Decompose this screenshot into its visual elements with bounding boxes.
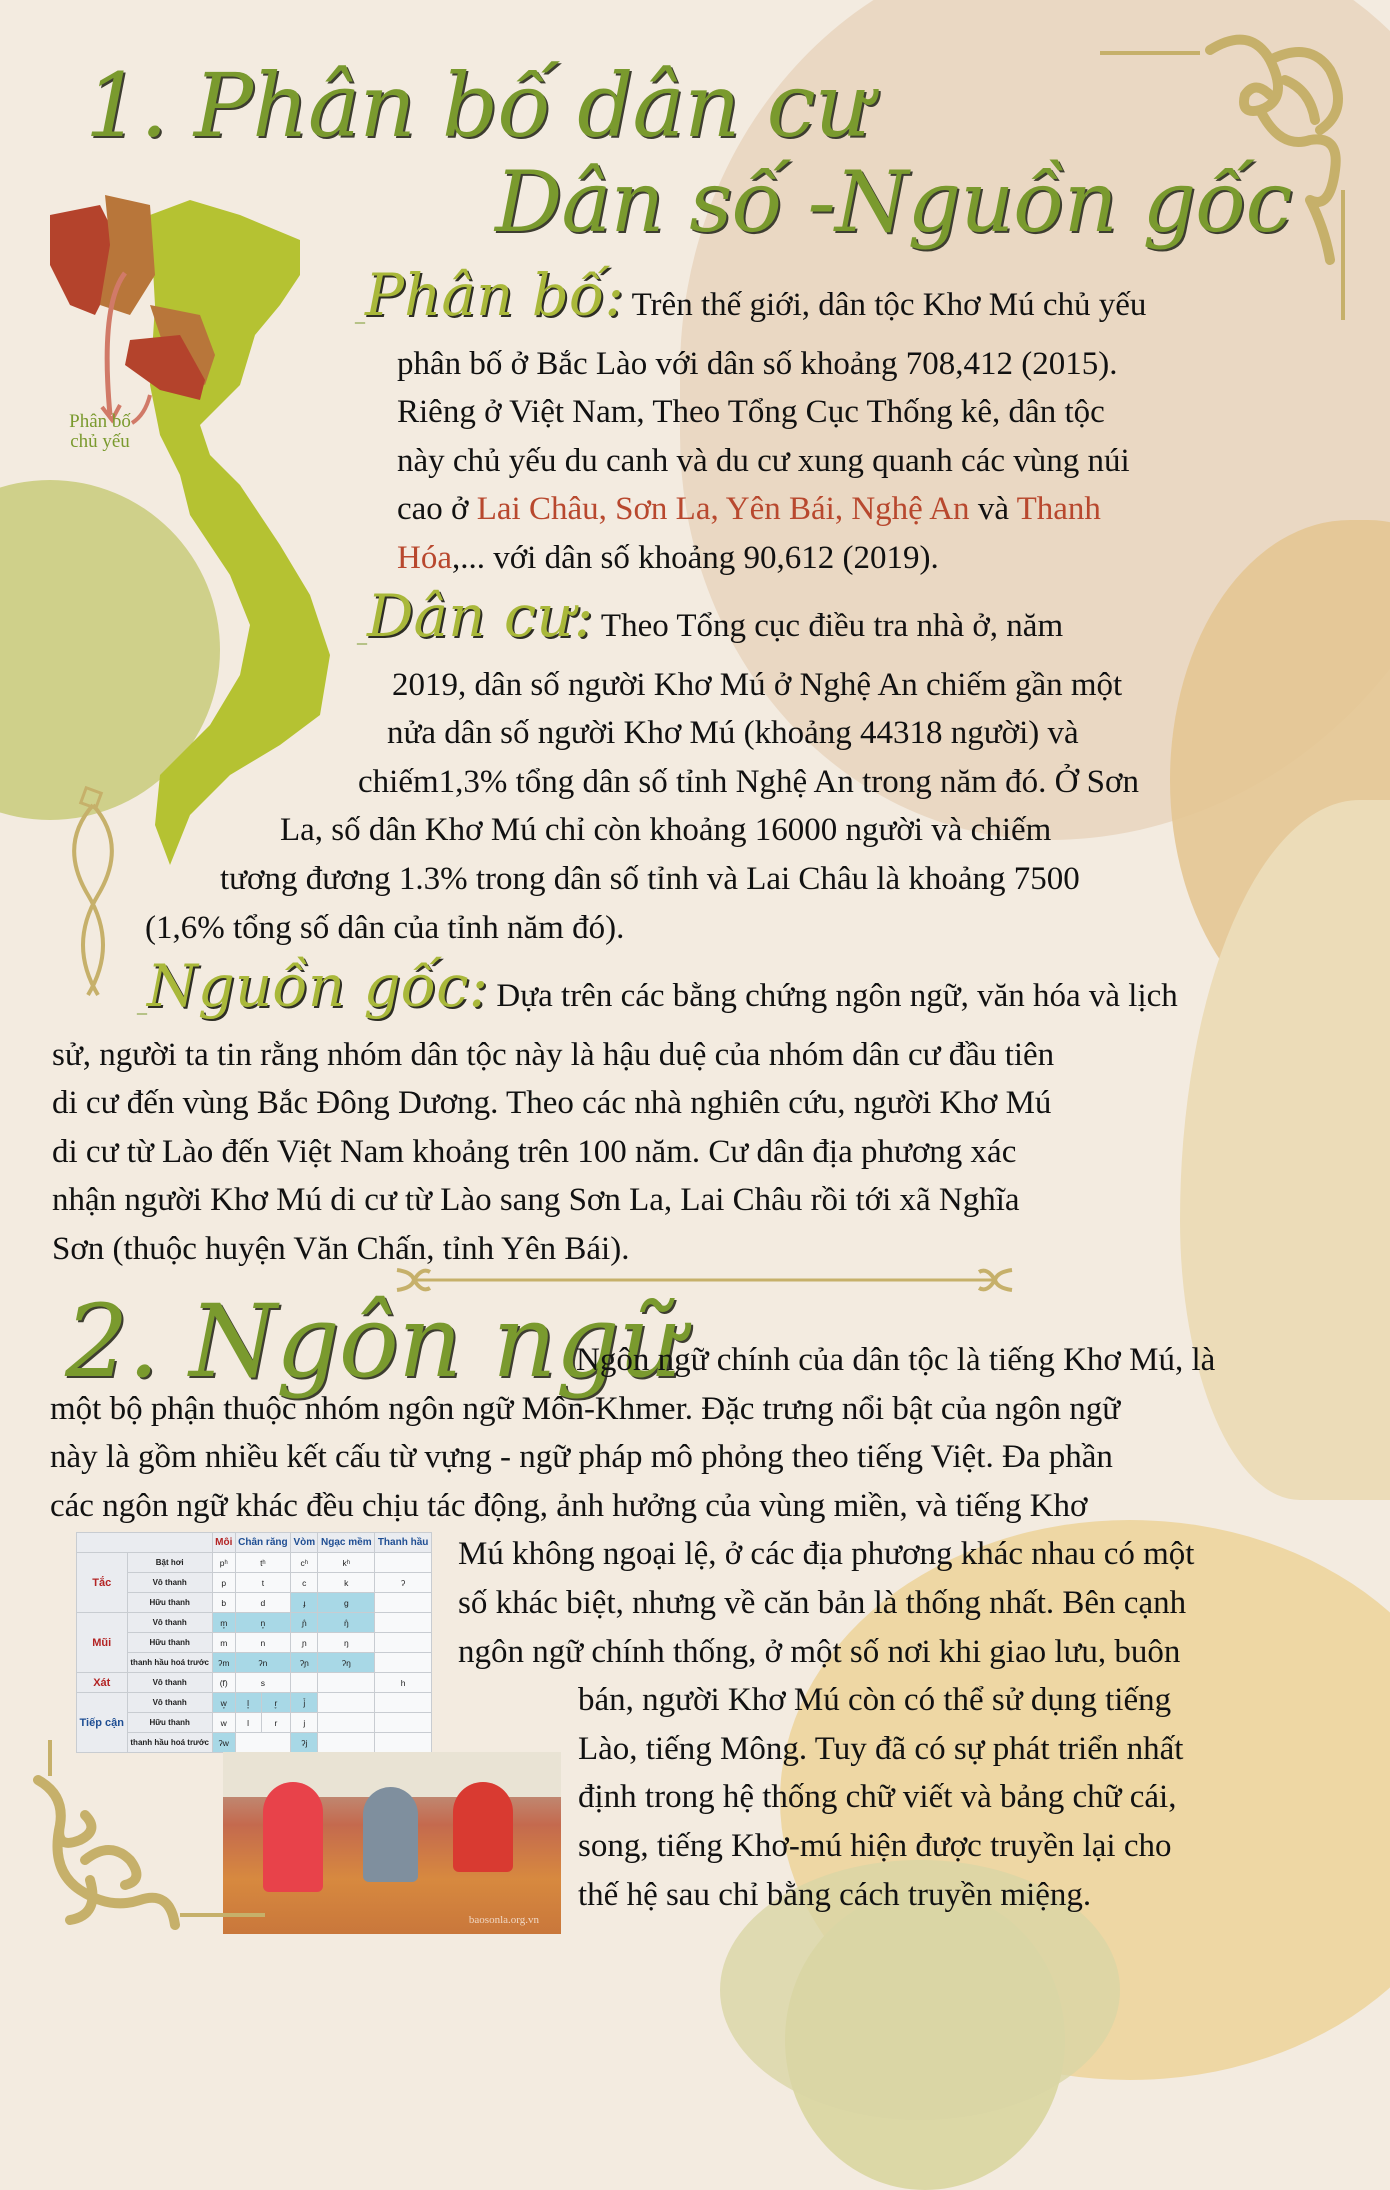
row-group-mui: Mũi [77, 1613, 128, 1673]
cell [375, 1553, 432, 1573]
section1-title-line1: 1. Phân bố dân cư [85, 54, 871, 157]
nguon-goc-line: di cư từ Lào đến Việt Nam khoảng trên 100 năm. Cư dân địa phương xác [52, 1133, 1017, 1170]
province-list: Lai Châu, Sơn La, Yên Bái, Nghệ An [476, 491, 970, 528]
cell: d [235, 1593, 291, 1613]
phoneme-table [76, 1532, 432, 1753]
dan-cu-line: nửa dân số người Khơ Mú (khoảng 44318 người) và [387, 715, 1079, 752]
cell [375, 1693, 432, 1713]
dan-cu-line: chiếm1,3% tổng dân số tỉnh Nghệ An trong năm đó. Ở Sơn [358, 763, 1139, 800]
ngon-ngu-line: ngôn ngữ chính thống, ở một số nơi khi giao lưu, buôn [458, 1633, 1181, 1670]
dan-cu-line: tương đương 1.3% trong dân số tỉnh và Lai Châu là khoảng 7500 [220, 860, 1080, 897]
cell [375, 1653, 432, 1673]
cell [318, 1673, 375, 1693]
cell [375, 1733, 432, 1753]
cell [375, 1593, 432, 1613]
phan-bo-line: Riêng ở Việt Nam, Theo Tổng Cục Thống kê, dân tộc [397, 394, 1105, 431]
col-header: Chân răng [235, 1533, 291, 1553]
cell: k [318, 1573, 375, 1593]
row-sub: thanh hầu hoá trước [127, 1733, 212, 1753]
phan-bo-paragraph [355, 261, 1147, 583]
nguon-goc-line: di cư đến vùng Bắc Đông Dương. Theo các nhà nghiên cứu, người Khơ Mú [52, 1085, 1052, 1122]
table-row [77, 1673, 432, 1693]
cell: b [212, 1593, 235, 1613]
cell [375, 1633, 432, 1653]
cell: ʔɲ [291, 1653, 318, 1673]
cell [291, 1673, 318, 1693]
table-row [77, 1593, 432, 1613]
cell: l̥ [235, 1693, 261, 1713]
cell: p [212, 1573, 235, 1593]
dan-cu-line: La, số dân Khơ Mú chỉ còn khoảng 16000 người và chiếm [280, 812, 1052, 849]
section1-title-line2: Dân số -Nguồn gốc [495, 153, 1292, 251]
row-group-xat: Xát [77, 1673, 128, 1693]
ngon-ngu-line: Mú không ngoại lệ, ở các địa phương khác nhau có một [458, 1536, 1195, 1573]
cell: j̊ [291, 1693, 318, 1713]
col-header: Vòm [291, 1533, 318, 1553]
ngon-ngu-line: Ngôn ngữ chính của dân tộc là tiếng Khơ Mú, là [576, 1342, 1216, 1378]
table-row [77, 1613, 432, 1633]
cell: c [291, 1573, 318, 1593]
cell: r̥ [261, 1693, 291, 1713]
table-corner [77, 1533, 213, 1553]
heading-dash: _ [137, 995, 147, 1017]
map-label-line2: chủ yếu [70, 431, 130, 452]
ngon-ngu-line: bán, người Khơ Mú còn có thể sử dụng tiếng [578, 1682, 1172, 1719]
cell: h [375, 1673, 432, 1693]
ngon-ngu-line: các ngôn ngữ khác đều chịu tác động, ảnh hưởng của vùng miền, và tiếng Khơ [50, 1487, 1088, 1524]
nguon-goc-line: sử, người ta tin rằng nhóm dân tộc này là hậu duệ của nhóm dân cư đầu tiên [52, 1036, 1055, 1073]
row-sub: Vô thanh [127, 1613, 212, 1633]
row-sub: Bật hơi [127, 1553, 212, 1573]
ngon-ngu-line: định trong hệ thống chữ viết và bảng chữ cái, [578, 1779, 1177, 1816]
ngon-ngu-line: Lào, tiếng Mông. Tuy đã có sự phát triển nhất [578, 1730, 1184, 1767]
cell: ʔŋ [318, 1653, 375, 1673]
cell: w [212, 1713, 235, 1733]
table-row [77, 1633, 432, 1653]
cell: j [291, 1713, 318, 1733]
cell: n [235, 1633, 291, 1653]
phan-bo-line: này chủ yếu du canh và du cư xung quanh các vùng núi [397, 442, 1130, 479]
cell: ʔn [235, 1653, 291, 1673]
cell: (f) [212, 1673, 235, 1693]
cell [375, 1613, 432, 1633]
cell: w̥ [212, 1693, 235, 1713]
ngon-ngu-line: này là gồm nhiều kết cấu từ vựng - ngữ pháp mô phỏng theo tiếng Việt. Đa phần [50, 1439, 1113, 1476]
cell: ɲ [291, 1633, 318, 1653]
nguon-goc-line: nhận người Khơ Mú di cư từ Lào sang Sơn La, Lai Châu rồi tới xã Nghĩa [52, 1182, 1020, 1219]
cell: r [261, 1713, 291, 1733]
phan-bo-line: Trên thế giới, dân tộc Khơ Mú chủ yếu [631, 287, 1147, 323]
cell: ʔm [212, 1653, 235, 1673]
col-header: Thanh hầu [375, 1533, 432, 1553]
cell [318, 1693, 375, 1713]
phan-bo-text: và [969, 491, 1017, 528]
row-group-tac: Tắc [77, 1553, 128, 1613]
nguon-goc-paragraph [52, 952, 1178, 1274]
map-label-line1: Phân bố [69, 411, 131, 432]
ngon-ngu-line: thế hệ sau chỉ bằng cách truyền miệng. [578, 1876, 1092, 1913]
cell: l [235, 1713, 261, 1733]
cell: n̥ [235, 1613, 291, 1633]
cell: ʔj [291, 1733, 318, 1753]
heading-dash: _ [355, 304, 365, 326]
nguon-goc-line: Dựa trên các bằng chứng ngôn ngữ, văn hóa và lịch [496, 978, 1178, 1014]
photo-child-right [453, 1782, 513, 1872]
cell: g [318, 1593, 375, 1613]
row-sub: Vô thanh [127, 1673, 212, 1693]
nguon-goc-heading: Nguồn gốc: [147, 952, 489, 1020]
cell: m̥ [212, 1613, 235, 1633]
row-sub: thanh hầu hoá trước [127, 1653, 212, 1673]
row-sub: Vô thanh [127, 1573, 212, 1593]
cell: ŋ [318, 1633, 375, 1653]
col-header: Môi [212, 1533, 235, 1553]
phan-bo-line: phân bố ở Bắc Lào với dân số khoảng 708,412 (2015). [397, 345, 1118, 382]
dan-cu-paragraph [140, 582, 1139, 952]
table-row [77, 1653, 432, 1673]
corner-ornament-bottom-left-icon [30, 1740, 310, 1940]
row-sub: Hữu thanh [127, 1713, 212, 1733]
table-row [77, 1713, 432, 1733]
dan-cu-line: Theo Tổng cục điều tra nhà ở, năm [600, 608, 1064, 644]
row-sub: Vô thanh [127, 1693, 212, 1713]
table-row [77, 1553, 432, 1573]
nguon-goc-line: Sơn (thuộc huyện Văn Chấn, tỉnh Yên Bái). [52, 1230, 630, 1267]
cell: m [212, 1633, 235, 1653]
phan-bo-heading: Phân bố: [365, 261, 624, 329]
province-hoa: Hóa [397, 539, 452, 576]
row-sub: Hữu thanh [127, 1633, 212, 1653]
cell [318, 1713, 375, 1733]
cell: t [235, 1573, 291, 1593]
table-header-row [77, 1533, 432, 1553]
photo-watermark: baosonla.org.vn [468, 1914, 539, 1926]
ngon-ngu-line: một bộ phận thuộc nhóm ngôn ngữ Môn-Khmer. Đặc trưng nổi bật của ngôn ngữ [50, 1390, 1121, 1427]
dan-cu-line: 2019, dân số người Khơ Mú ở Nghệ An chiếm gần một [392, 666, 1123, 703]
cell: ʔw [212, 1733, 235, 1753]
phan-bo-text: ,... với dân số khoảng 90,612 (2019). [451, 539, 939, 576]
row-group-tiep-can: Tiếp cận [77, 1693, 128, 1753]
table-row [77, 1693, 432, 1713]
cell: ŋ̊ [318, 1613, 375, 1633]
cell: tʰ [235, 1553, 291, 1573]
cell: s [235, 1673, 291, 1693]
ngon-ngu-line: song, tiếng Khơ-mú hiện được truyền lại cho [578, 1827, 1172, 1864]
cell: ʔ [375, 1573, 432, 1593]
map-label [50, 412, 150, 452]
dan-cu-heading: Dân cư: [367, 582, 594, 650]
cell: ɲ̊ [291, 1613, 318, 1633]
photo-child-mid [363, 1787, 418, 1882]
ngon-ngu-line: số khác biệt, nhưng về căn bản là thống nhất. Bên cạnh [458, 1584, 1187, 1621]
cell: kʰ [318, 1553, 375, 1573]
cell: ɟ [291, 1593, 318, 1613]
cell [375, 1713, 432, 1733]
dan-cu-line: (1,6% tổng số dân của tỉnh năm đó). [145, 909, 625, 946]
table-row [77, 1573, 432, 1593]
section2-title: 2. Ngôn ngữ [65, 1283, 682, 1400]
cell [318, 1733, 375, 1753]
row-sub: Hữu thanh [127, 1593, 212, 1613]
phan-bo-text: cao ở [397, 491, 477, 528]
cell: pʰ [212, 1553, 235, 1573]
cell: cʰ [291, 1553, 318, 1573]
col-header: Ngạc mềm [318, 1533, 375, 1553]
province-thanh: Thanh [1016, 491, 1101, 528]
heading-dash: _ [357, 625, 367, 647]
